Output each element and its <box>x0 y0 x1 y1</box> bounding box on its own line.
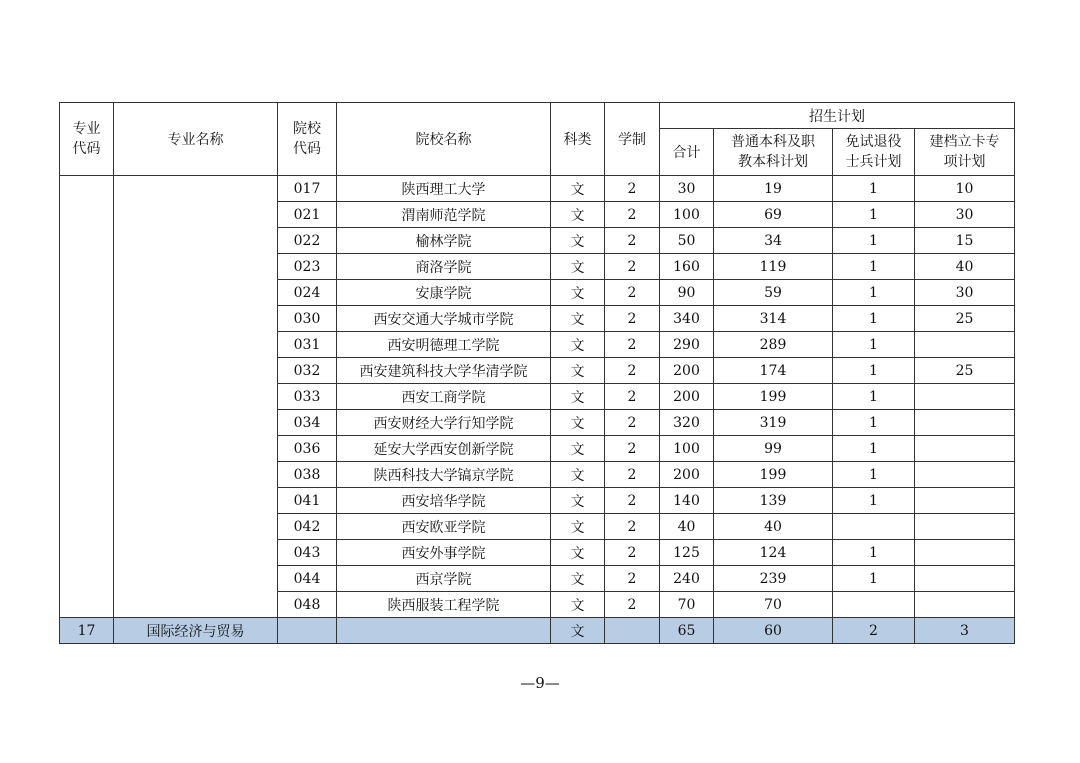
school-name-cell: 西京学院 <box>337 566 551 592</box>
poverty-cell <box>915 566 1015 592</box>
regular-cell: 70 <box>714 592 833 618</box>
category-cell: 文 <box>551 410 605 436</box>
header-major-name: 专业名称 <box>114 103 278 176</box>
table-body <box>60 176 1015 644</box>
veteran-cell: 1 <box>833 488 915 514</box>
veteran-cell <box>833 592 915 618</box>
regular-cell: 34 <box>714 228 833 254</box>
school-name-cell: 西安欧亚学院 <box>337 514 551 540</box>
total-cell: 320 <box>660 410 714 436</box>
regular-cell: 69 <box>714 202 833 228</box>
header-school-name: 院校名称 <box>337 103 551 176</box>
header-major-code: 专业 代码 <box>60 103 114 176</box>
summary-row <box>60 618 1015 644</box>
veteran-cell: 1 <box>833 410 915 436</box>
poverty-cell <box>915 540 1015 566</box>
category-cell: 文 <box>551 462 605 488</box>
summary-major-code: 17 <box>60 618 114 644</box>
total-cell: 200 <box>660 384 714 410</box>
category-cell: 文 <box>551 306 605 332</box>
total-cell: 140 <box>660 488 714 514</box>
duration-cell: 2 <box>605 280 660 306</box>
regular-cell: 199 <box>714 462 833 488</box>
veteran-cell: 1 <box>833 332 915 358</box>
duration-cell: 2 <box>605 514 660 540</box>
school-name-cell: 陕西服装工程学院 <box>337 592 551 618</box>
duration-cell: 2 <box>605 306 660 332</box>
regular-cell: 119 <box>714 254 833 280</box>
veteran-cell: 1 <box>833 462 915 488</box>
poverty-cell <box>915 488 1015 514</box>
school-name-cell: 陕西理工大学 <box>337 176 551 202</box>
duration-cell: 2 <box>605 488 660 514</box>
school-code-cell: 042 <box>278 514 337 540</box>
table-row <box>60 176 1015 202</box>
regular-cell: 289 <box>714 332 833 358</box>
category-cell: 文 <box>551 176 605 202</box>
header-poverty: 建档立卡专 项计划 <box>915 129 1015 176</box>
school-code-cell: 033 <box>278 384 337 410</box>
poverty-cell: 10 <box>915 176 1015 202</box>
summary-duration <box>605 618 660 644</box>
regular-cell: 59 <box>714 280 833 306</box>
regular-cell: 139 <box>714 488 833 514</box>
school-code-cell: 022 <box>278 228 337 254</box>
school-code-cell: 032 <box>278 358 337 384</box>
veteran-cell: 1 <box>833 306 915 332</box>
summary-veteran: 2 <box>833 618 915 644</box>
school-code-cell: 041 <box>278 488 337 514</box>
duration-cell: 2 <box>605 462 660 488</box>
poverty-cell <box>915 436 1015 462</box>
veteran-cell: 1 <box>833 540 915 566</box>
category-cell: 文 <box>551 358 605 384</box>
regular-cell: 124 <box>714 540 833 566</box>
category-cell: 文 <box>551 592 605 618</box>
total-cell: 200 <box>660 462 714 488</box>
major-name-cell <box>114 176 278 618</box>
school-code-cell: 017 <box>278 176 337 202</box>
school-name-cell: 西安明德理工学院 <box>337 332 551 358</box>
school-code-cell: 023 <box>278 254 337 280</box>
veteran-cell <box>833 514 915 540</box>
school-name-cell: 西安工商学院 <box>337 384 551 410</box>
regular-cell: 19 <box>714 176 833 202</box>
poverty-cell <box>915 514 1015 540</box>
school-code-cell: 044 <box>278 566 337 592</box>
header-regular: 普通本科及职 教本科计划 <box>714 129 833 176</box>
summary-school-name <box>337 618 551 644</box>
total-cell: 50 <box>660 228 714 254</box>
header-total: 合计 <box>660 129 714 176</box>
school-name-cell: 延安大学西安创新学院 <box>337 436 551 462</box>
poverty-cell <box>915 410 1015 436</box>
regular-cell: 314 <box>714 306 833 332</box>
poverty-cell: 40 <box>915 254 1015 280</box>
total-cell: 90 <box>660 280 714 306</box>
category-cell: 文 <box>551 332 605 358</box>
category-cell: 文 <box>551 384 605 410</box>
header-plan-group: 招生计划 <box>660 103 1015 129</box>
category-cell: 文 <box>551 566 605 592</box>
duration-cell: 2 <box>605 410 660 436</box>
major-code-cell <box>60 176 114 618</box>
veteran-cell: 1 <box>833 202 915 228</box>
total-cell: 290 <box>660 332 714 358</box>
summary-major-name: 国际经济与贸易 <box>114 618 278 644</box>
school-name-cell: 陕西科技大学镐京学院 <box>337 462 551 488</box>
regular-cell: 319 <box>714 410 833 436</box>
school-name-cell: 安康学院 <box>337 280 551 306</box>
enrollment-plan-table <box>59 102 1015 644</box>
veteran-cell: 1 <box>833 358 915 384</box>
regular-cell: 40 <box>714 514 833 540</box>
school-name-cell: 西安财经大学行知学院 <box>337 410 551 436</box>
duration-cell: 2 <box>605 254 660 280</box>
school-name-cell: 西安培华学院 <box>337 488 551 514</box>
poverty-cell <box>915 384 1015 410</box>
header-veteran: 免试退役 士兵计划 <box>833 129 915 176</box>
school-code-cell: 031 <box>278 332 337 358</box>
header-category: 科类 <box>551 103 605 176</box>
total-cell: 240 <box>660 566 714 592</box>
school-name-cell: 西安外事学院 <box>337 540 551 566</box>
category-cell: 文 <box>551 436 605 462</box>
duration-cell: 2 <box>605 566 660 592</box>
regular-cell: 174 <box>714 358 833 384</box>
duration-cell: 2 <box>605 332 660 358</box>
total-cell: 30 <box>660 176 714 202</box>
regular-cell: 239 <box>714 566 833 592</box>
school-name-cell: 西安交通大学城市学院 <box>337 306 551 332</box>
total-cell: 40 <box>660 514 714 540</box>
poverty-cell <box>915 462 1015 488</box>
poverty-cell: 30 <box>915 202 1015 228</box>
poverty-cell: 15 <box>915 228 1015 254</box>
school-code-cell: 038 <box>278 462 337 488</box>
poverty-cell <box>915 592 1015 618</box>
duration-cell: 2 <box>605 540 660 566</box>
school-code-cell: 043 <box>278 540 337 566</box>
school-name-cell: 西安建筑科技大学华清学院 <box>337 358 551 384</box>
summary-total: 65 <box>660 618 714 644</box>
school-code-cell: 048 <box>278 592 337 618</box>
category-cell: 文 <box>551 202 605 228</box>
category-cell: 文 <box>551 228 605 254</box>
category-cell: 文 <box>551 488 605 514</box>
school-name-cell: 商洛学院 <box>337 254 551 280</box>
poverty-cell <box>915 332 1015 358</box>
poverty-cell: 25 <box>915 358 1015 384</box>
regular-cell: 199 <box>714 384 833 410</box>
category-cell: 文 <box>551 540 605 566</box>
school-name-cell: 榆林学院 <box>337 228 551 254</box>
veteran-cell: 1 <box>833 384 915 410</box>
poverty-cell: 30 <box>915 280 1015 306</box>
duration-cell: 2 <box>605 358 660 384</box>
regular-cell: 99 <box>714 436 833 462</box>
category-cell: 文 <box>551 280 605 306</box>
school-code-cell: 021 <box>278 202 337 228</box>
duration-cell: 2 <box>605 592 660 618</box>
header-school-code: 院校 代码 <box>278 103 337 176</box>
duration-cell: 2 <box>605 176 660 202</box>
summary-regular: 60 <box>714 618 833 644</box>
school-name-cell: 渭南师范学院 <box>337 202 551 228</box>
header-duration: 学制 <box>605 103 660 176</box>
school-code-cell: 034 <box>278 410 337 436</box>
school-code-cell: 036 <box>278 436 337 462</box>
duration-cell: 2 <box>605 202 660 228</box>
duration-cell: 2 <box>605 228 660 254</box>
total-cell: 70 <box>660 592 714 618</box>
category-cell: 文 <box>551 514 605 540</box>
veteran-cell: 1 <box>833 176 915 202</box>
category-cell: 文 <box>551 254 605 280</box>
duration-cell: 2 <box>605 436 660 462</box>
duration-cell: 2 <box>605 384 660 410</box>
total-cell: 100 <box>660 436 714 462</box>
page-number: —9— <box>520 674 560 692</box>
summary-school-code <box>278 618 337 644</box>
summary-category: 文 <box>551 618 605 644</box>
veteran-cell: 1 <box>833 566 915 592</box>
total-cell: 160 <box>660 254 714 280</box>
poverty-cell: 25 <box>915 306 1015 332</box>
total-cell: 100 <box>660 202 714 228</box>
veteran-cell: 1 <box>833 254 915 280</box>
veteran-cell: 1 <box>833 228 915 254</box>
veteran-cell: 1 <box>833 280 915 306</box>
total-cell: 200 <box>660 358 714 384</box>
school-code-cell: 024 <box>278 280 337 306</box>
total-cell: 340 <box>660 306 714 332</box>
summary-poverty: 3 <box>915 618 1015 644</box>
school-code-cell: 030 <box>278 306 337 332</box>
total-cell: 125 <box>660 540 714 566</box>
veteran-cell: 1 <box>833 436 915 462</box>
